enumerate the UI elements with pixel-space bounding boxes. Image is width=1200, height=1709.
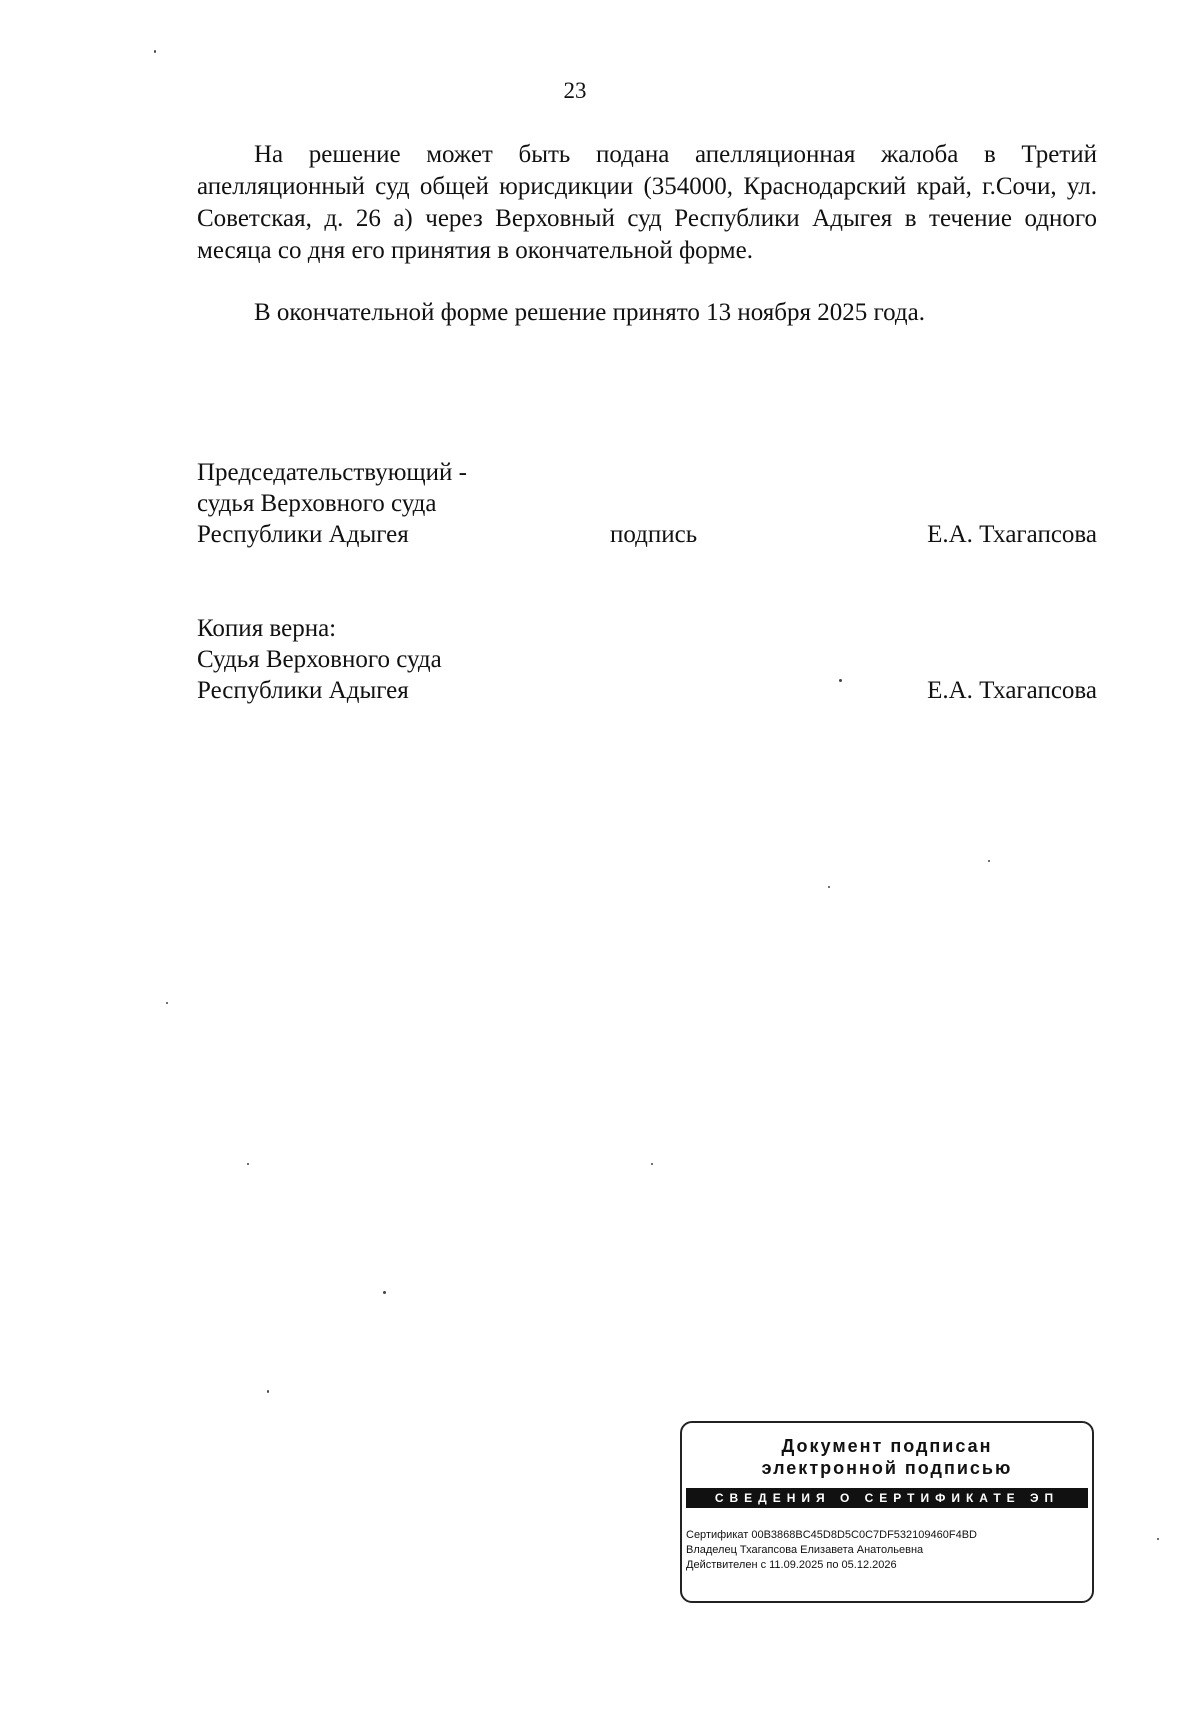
electronic-signature-stamp — [680, 1421, 1094, 1603]
stamp-certificate-band: СВЕДЕНИЯ О СЕРТИФИКАТЕ ЭП — [686, 1488, 1088, 1508]
scan-speck — [1157, 1538, 1159, 1540]
signer-title-line: судья Верховного суда — [197, 490, 437, 517]
final-form-paragraph: В окончательной форме решение принято 13 ноября 2025 года. — [254, 299, 925, 326]
scan-speck — [651, 1163, 653, 1165]
stamp-title-line: Документ подписан — [781, 1436, 993, 1456]
judge-name: Е.А. Тхагапсова — [927, 677, 1097, 704]
signature-mark: подпись — [610, 521, 698, 548]
appeal-paragraph: На решение может быть подана апелляционная жалоба в Третий апелляционный суд общей юрисдикции (354000, Краснодарский край, г.Сочи, ул. Советская, д. 26 а) через Верховный суд Республики Адыгея в течение одного месяца со дня его принятия в окончательной форме. — [197, 141, 1097, 264]
copy-certification-block — [197, 613, 1097, 706]
certificate-validity: Действителен с 11.09.2025 по 05.12.2026 — [686, 1559, 897, 1571]
scan-speck — [828, 886, 830, 888]
copy-verified-label: Копия верна: — [197, 615, 337, 642]
certificate-owner: Владелец Тхагапсова Елизавета Анатольевна — [686, 1544, 924, 1556]
stamp-certificate-info — [686, 1528, 977, 1573]
presiding-judge-signature-block — [197, 457, 1097, 550]
signer-title-line: Республики Адыгея — [197, 677, 409, 704]
scan-speck — [988, 860, 990, 862]
page-number: 23 — [563, 78, 587, 103]
signer-title-last-line — [197, 519, 1097, 550]
signer-title-last-line — [197, 675, 1097, 706]
scan-speck — [247, 1163, 249, 1165]
judge-name: Е.А. Тхагапсова — [927, 521, 1097, 548]
signer-title-line: Республики Адыгея — [197, 521, 409, 548]
signer-title-line: Судья Верховного суда — [197, 646, 442, 673]
scan-speck — [166, 1002, 168, 1004]
scan-speck — [267, 1390, 269, 1393]
certificate-number: Сертификат 00B3868BC45D8D5C0C7DF532109460F4BD — [686, 1529, 977, 1541]
stamp-title-line: электронной подписью — [761, 1458, 1013, 1478]
scan-speck — [839, 679, 842, 682]
scan-speck — [383, 1291, 386, 1294]
signer-title-line: Председательствующий - — [197, 459, 468, 486]
scan-speck — [154, 50, 156, 53]
